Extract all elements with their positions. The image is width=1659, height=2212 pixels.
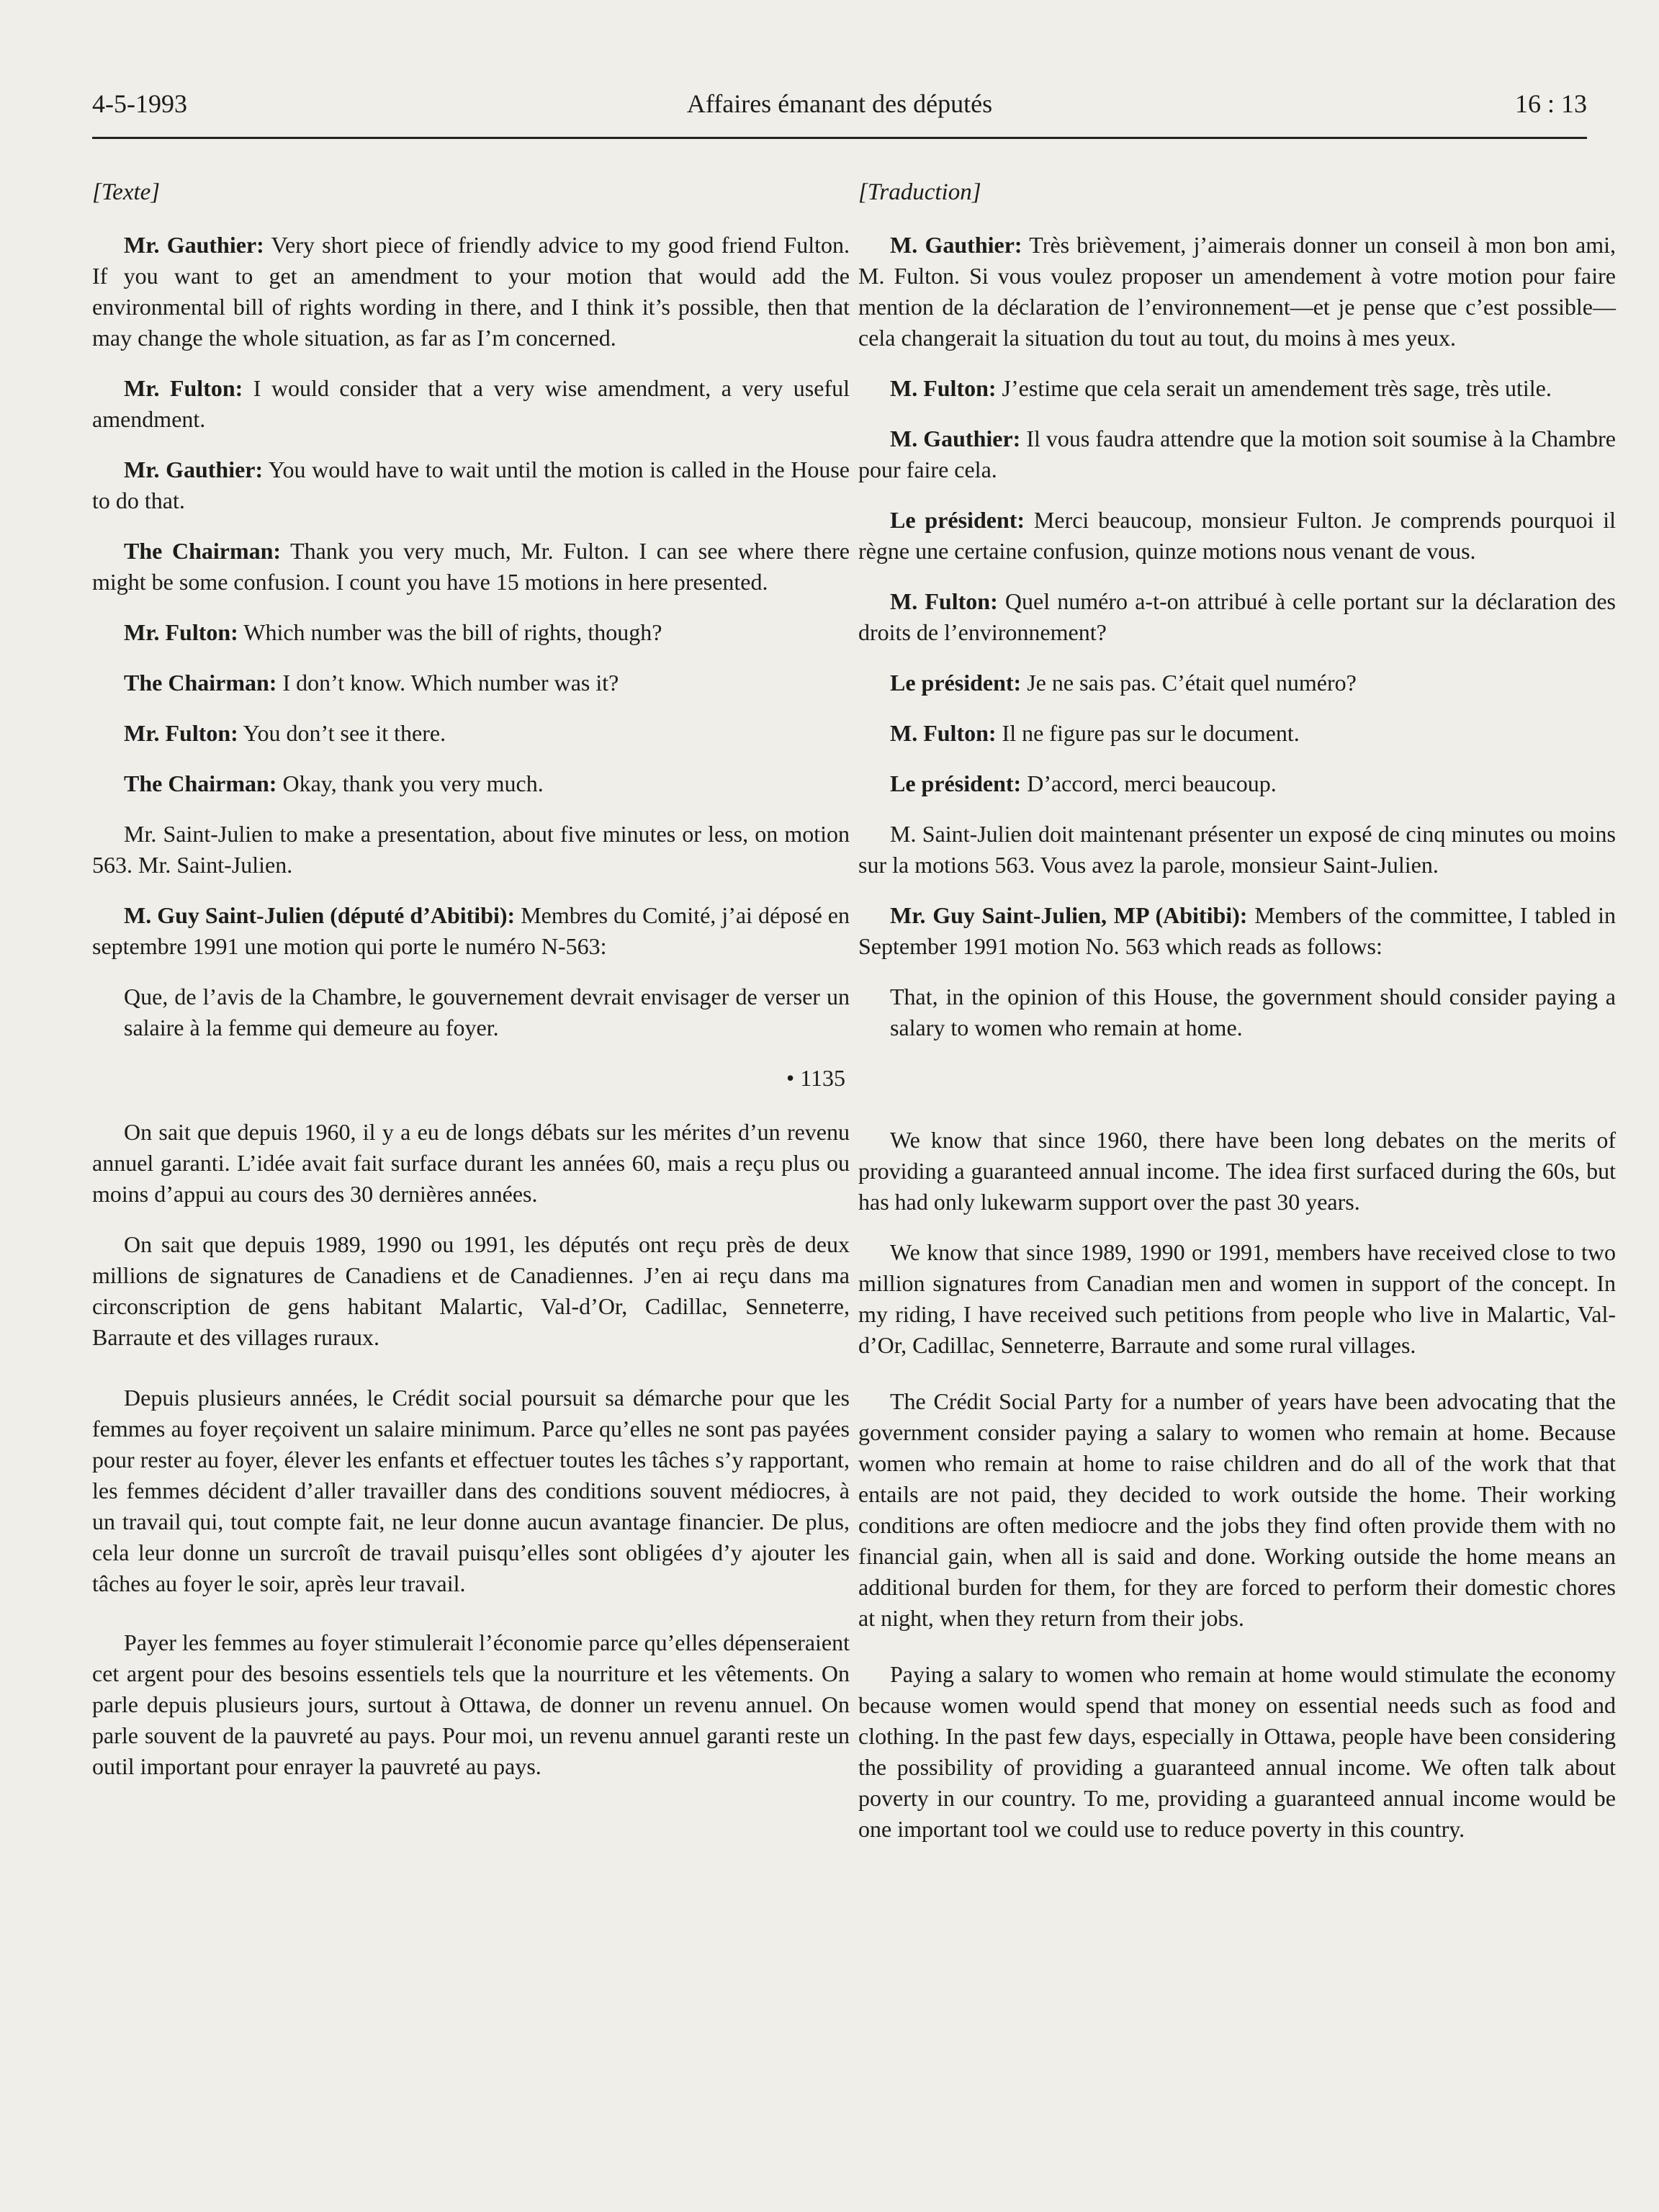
body-paragraph: M. Saint-Julien doit maintenant présenter un exposé de cinq minutes ou moins sur la motions 563. Vous avez la parole, monsieur Saint-Julien. [858,821,1616,878]
speech-paragraph [858,373,1616,404]
speech-text: Membres du Comité, j’ai déposé en septembre 1991 une motion qui porte le numéro N-563: [92,902,850,959]
column-label: [Texte] [92,179,161,205]
speech-text: Thank you very much, Mr. Fulton. I can see where there might be some confusion. I count you have 15 motions in here presented. [92,538,850,595]
speech-paragraph [92,768,850,799]
speech-paragraph [92,536,850,598]
body-paragraph: On sait que depuis 1989, 1990 ou 1991, les députés ont reçu près de deux millions de signatures de Canadiens et de Canadiennes. J’en ai reçu dans ma circonscription de gens habitant Malartic, Val-d’Or, Cadillac, Senneterre, Barraute et des villages ruraux. [92,1231,850,1350]
speech-paragraph [858,900,1616,962]
page-header [92,85,1587,139]
speaker-name: Le président: [890,507,1025,533]
speaker-name: The Chairman: [124,670,277,696]
speech-text: Il ne figure pas sur le document. [996,720,1300,746]
speech-paragraph [92,230,850,354]
speech-text: Très brièvement, j’aimerais donner un conseil à mon bon ami, M. Fulton. Si vous voulez proposer un amendement à votre motion pour faire mention de la déclaration de l’environnement—et je pense que c’est possible—cela changerait la situation du tout au tout, du moins à mes yeux. [858,232,1616,351]
header-page-number: 16 : 13 [1514,89,1587,118]
speech-text: J’estime que cela serait un amendement très sage, très utile. [996,375,1552,401]
speech-paragraph [858,768,1616,799]
column-label: [Traduction] [858,179,981,205]
speech-text: You would have to wait until the motion is called in the House to do that. [92,457,850,513]
speech-paragraph [858,718,1616,749]
body-paragraph: Mr. Saint-Julien to make a presentation, about five minutes or less, on motion 563. Mr. Saint-Julien. [92,821,850,878]
speaker-name: Mr. Guy Saint-Julien, MP (Abitibi): [890,902,1248,928]
speaker-name: Mr. Gauthier: [124,457,264,482]
column-label-text: Traduction [867,179,972,205]
speech-text: Quel numéro a-t-on attribué à celle portant sur la déclaration des droits de l’environnement? [858,588,1617,645]
header-date: 4-5-1993 [92,89,187,118]
speaker-name: Mr. Fulton: [124,619,238,645]
speech-paragraph [92,617,850,648]
speech-text: Very short piece of friendly advice to my good friend Fulton. If you want to get an amendment to your motion that would add the environmental bill of rights wording in there, and I think it’s possible, then that may change the whole situation, as far as I’m concerned. [92,232,850,351]
time-marker: • 1135 [786,1065,845,1091]
body-paragraph: The Crédit Social Party for a number of years have been advocating that the government consider paying a salary to women who remain at home. Because women who remain at home to raise children and do all of the work that that entails are not paid, they decided to work outside the home. Their working conditions are often mediocre and the jobs they find often provide them with no financial gain, when all is said and done. Working outside the home means an additional burden for them, for they are forced to perform their domestic chores at night, when they return from their jobs. [858,1388,1616,1631]
speaker-name: Le président: [890,670,1022,696]
speaker-name: M. Fulton: [890,720,997,746]
speaker-name: Mr. Gauthier: [124,232,264,258]
speech-text: Merci beaucoup, monsieur Fulton. Je comprends pourquoi il règne une certaine confusion, quinze motions nous venant de vous. [858,507,1617,564]
speech-paragraph [858,230,1616,354]
body-paragraph: On sait que depuis 1960, il y a eu de longs débats sur les mérites d’un revenu annuel garanti. L’idée avait fait surface durant les années 60, mais a reçu plus ou moins d’appui au cours des 30 dernières années. [92,1119,850,1207]
body-paragraph: Paying a salary to women who remain at home would stimulate the economy because women would spend that money on essential needs such as food and clothing. In the past few days, especially in Ottawa, people have been considering the possibility of providing a guaranteed annual income. We often talk about poverty in our country. To me, providing a guaranteed annual income would be one important tool we could use to reduce poverty in this country. [858,1661,1616,1842]
speech-text: Je ne sais pas. C’était quel numéro? [1021,670,1357,696]
body-paragraph: We know that since 1960, there have been long debates on the merits of providing a guaranteed annual income. The idea first surfaced during the 60s, but has had only lukewarm support over the past 30 years. [858,1127,1616,1215]
speech-paragraph [858,667,1616,698]
speech-paragraph [92,454,850,516]
motion-quote: That, in the opinion of this House, the government should consider paying a salary to women who remain at home. [890,984,1616,1040]
speaker-name: Le président: [890,770,1022,796]
speaker-name: Mr. Fulton: [124,375,243,401]
speech-paragraph [858,423,1616,485]
speech-text: Members of the committee, I tabled in September 1991 motion No. 563 which reads as follows: [858,902,1616,959]
body-paragraph: Payer les femmes au foyer stimulerait l’économie parce qu’elles dépenseraient cet argent pour des besoins essentiels tels que la nourriture et les vêtements. On parle depuis plusieurs jours, surtout à Ottawa, de donner un revenu annuel. On parle souvent de la pauvreté au pays. Pour moi, un revenu annuel garanti reste un outil important pour enrayer la pauvreté au pays. [92,1629,850,1779]
motion-quote: Que, de l’avis de la Chambre, le gouvernement devrait envisager de verser un salaire à la femme qui demeure au foyer. [124,984,850,1040]
speaker-name: M. Guy Saint-Julien (député d’Abitibi): [124,902,516,928]
speaker-name: The Chairman: [124,538,282,564]
speech-text: I don’t know. Which number was it? [276,670,619,696]
column-original-text [92,177,850,1802]
speech-text: You don’t see it there. [238,720,446,746]
speech-paragraph [92,373,850,435]
speech-paragraph [92,667,850,698]
speech-paragraph [858,505,1616,567]
body-paragraph: Depuis plusieurs années, le Crédit social poursuit sa démarche pour que les femmes au foyer reçoivent un salaire minimum. Parce qu’elles ne sont pas payées pour rester au foyer, élever les enfants et effectuer toutes les tâches s’y rapportant, les femmes décident d’aller travailler dans des conditions souvent médiocres, à un travail qui, tout compte fait, ne leur donne aucun avantage financier. De plus, cela leur donne un surcroît de travail puisqu’elles sont obligées d’y ajouter les tâches au foyer le soir, après leur travail. [92,1385,850,1596]
speech-text: Which number was the bill of rights, though? [238,619,662,645]
speech-text: I would consider that a very wise amendment, a very useful amendment. [92,375,850,432]
speech-paragraph [92,900,850,962]
speaker-name: The Chairman: [124,770,277,796]
speech-text: D’accord, merci beaucoup. [1021,770,1277,796]
speaker-name: M. Fulton: [890,588,998,614]
speaker-name: M. Fulton: [890,375,997,401]
speech-text: Il vous faudra attendre que la motion soit soumise à la Chambre pour faire cela. [858,426,1617,482]
speech-text: Okay, thank you very much. [276,770,544,796]
speaker-name: Mr. Fulton: [124,720,238,746]
speaker-name: M. Gauthier: [890,426,1021,451]
speaker-name: M. Gauthier: [890,232,1022,258]
speech-paragraph [858,586,1616,648]
speech-paragraph [92,718,850,749]
header-title: Affaires émanant des députés [686,89,993,118]
column-label-text: Texte [101,179,151,205]
body-paragraph: We know that since 1989, 1990 or 1991, members have received close to two million signatures from Canadian men and women in support of the concept. In my riding, I have received such petitions from people who live in Malartic, Val-d’Or, Cadillac, Senneterre, Barraute and some rural villages. [858,1239,1616,1358]
column-translation [858,177,1616,1864]
